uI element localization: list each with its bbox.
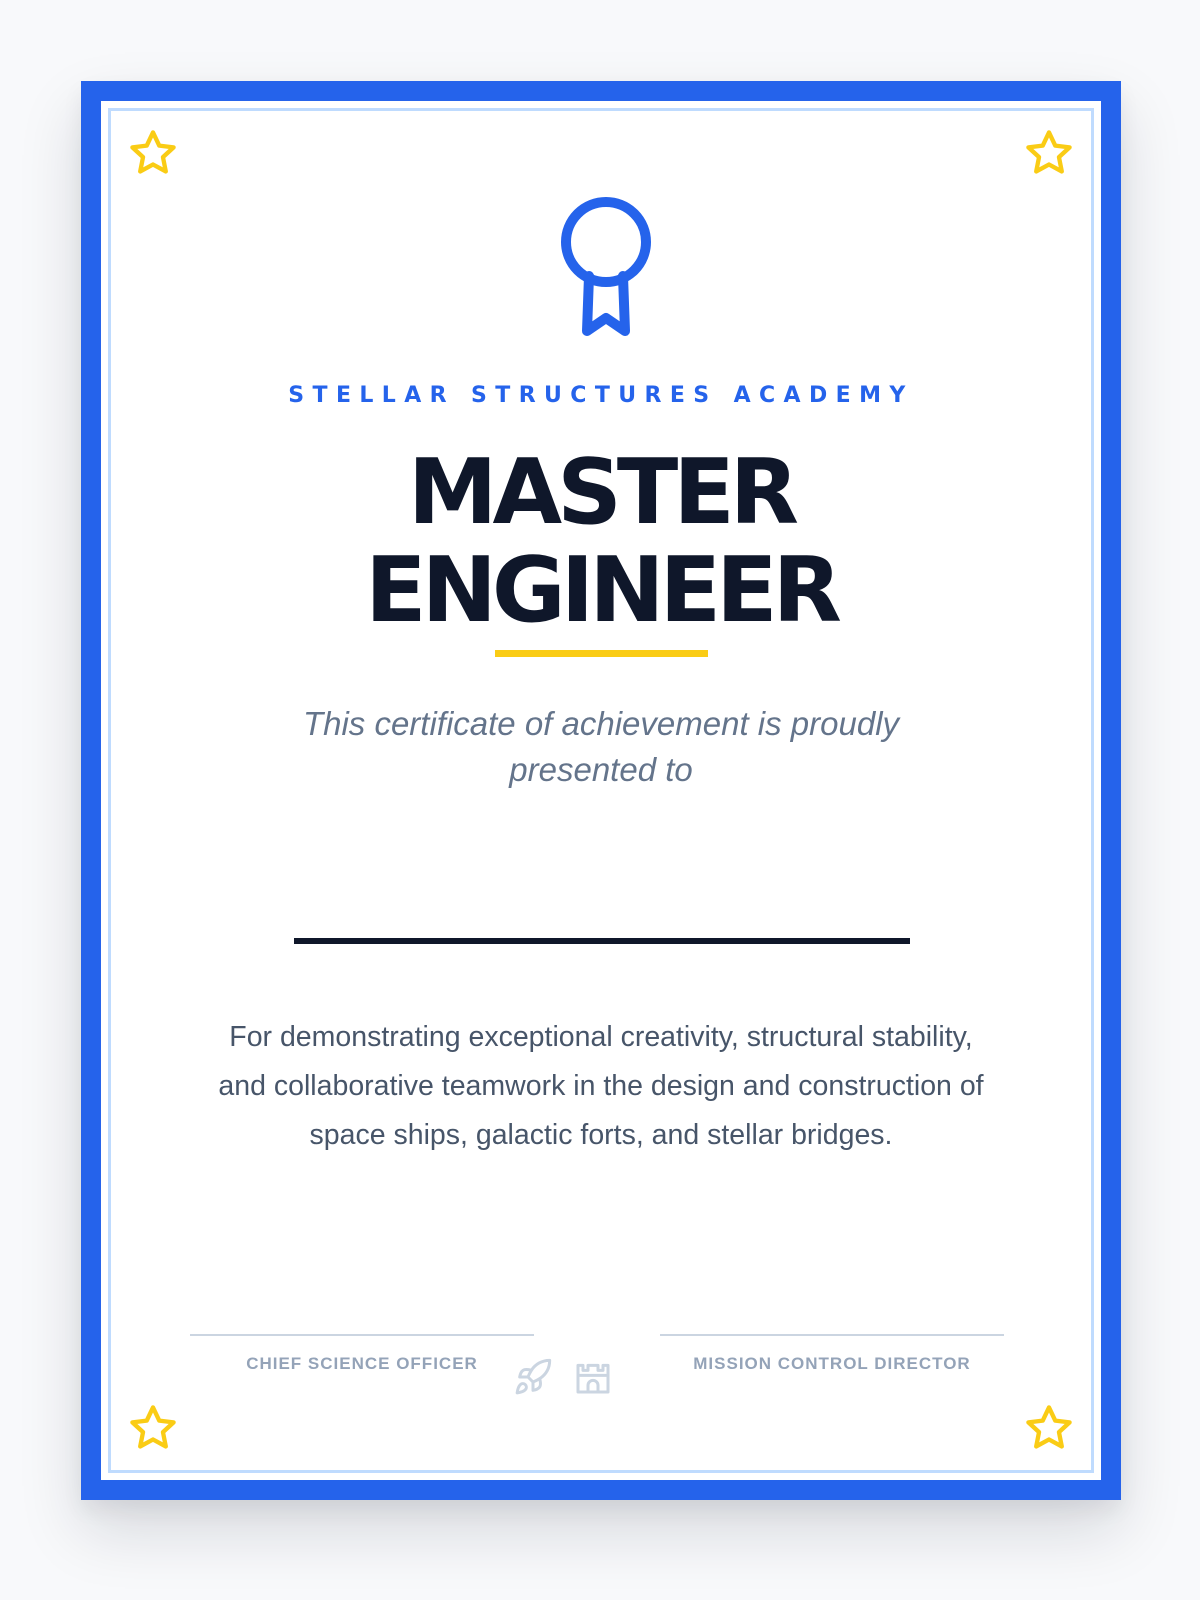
certificate-title [101,440,1101,643]
star-icon [127,127,179,179]
presentation-text: This certificate of achievement is proudly presented to [302,705,900,788]
star-icon [1023,1402,1075,1454]
signature-line-mission-control-director [660,1334,1004,1374]
star-icon [1023,127,1075,179]
achievement-description: For demonstrating exceptional creativity, structural stability, and collaborative teamwork in the design and construction of space ships, galactic forts, and stellar bridges. [218,1021,984,1151]
certificate [81,81,1121,1500]
title-underline [495,650,708,657]
title-line-1: MASTER [407,440,795,545]
signature-label: MISSION CONTROL DIRECTOR [693,1354,971,1373]
star-icon [127,1402,179,1454]
academy-name: STELLAR STRUCTURES ACADEMY [288,383,914,408]
title-line-2: ENGINEER [365,538,837,643]
signature-line-chief-science-officer [190,1334,534,1374]
signature-label: CHIEF SCIENCE OFFICER [246,1354,478,1373]
recipient-name-line [294,938,910,944]
award-ribbon-icon [556,194,656,344]
rocket-icon [513,1357,553,1397]
castle-icon [573,1357,613,1397]
